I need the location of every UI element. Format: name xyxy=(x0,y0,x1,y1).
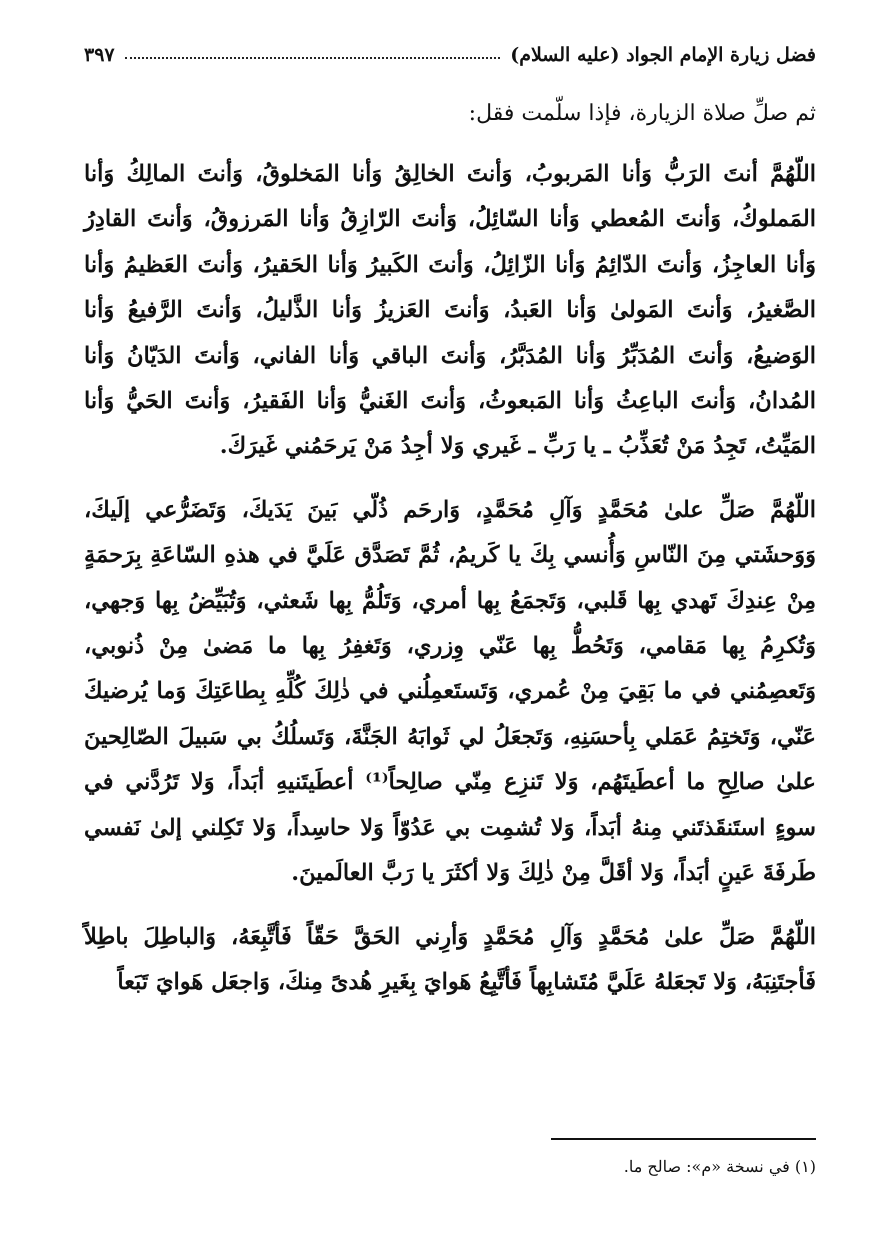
header-title: فضل زيارة الإمام الجواد (عليه السلام) xyxy=(510,44,816,66)
footnote: (١) في نسخة «م»: صالح ما. xyxy=(623,1157,816,1176)
page-number: ٣٩٧ xyxy=(84,44,115,66)
prayer-paragraph-3: اللّهُمَّ صَلِّ علىٰ مُحَمَّدٍ وَآلِ مُحَمَّدٍ وَأرِني الحَقَّ حَقّاً فَأتَّبِعَهُ، وَالباطِلَ باطِلاً فَأجتَنِبَهُ، وَلا تَجعَلهُ عَلَيَّ مُتَشابِهاً فَأتَّبِعُ هَوايَ بِغَيرِ هُدىً مِنكَ، وَاجعَل هَوايَ تَبَعاً xyxy=(84,923,816,995)
book-page xyxy=(84,30,816,1230)
footnote-separator xyxy=(551,1138,816,1140)
prayer-paragraph-1: اللّهُمَّ أنتَ الرَبُّ وَأنا المَربوبُ، وَأنتَ الخالِقُ وَأنا المَخلوقُ، وَأنتَ المالِكُ وَأنا المَملوكُ، وَأنتَ المُعطي وَأنا السّائِلُ، وَأنتَ الرّازِقُ وَأنا المَرزوقُ، وَأنتَ القادِرُ وَأنا العاجِزُ، وَأنتَ الدّائِمُ وَأنا الزّائِلُ، وَأنتَ الكَبيرُ وَأنا الحَقيرُ، وَأنتَ العَظيمُ وَأنا الصَّغيرُ، وَأنتَ المَولىٰ وَأنا العَبدُ، وَأنتَ العَزيزُ وَأنا الذَّليلُ، وَأنتَ الرَّفيعُ وَأنا الوَضيعُ، وَأنتَ المُدَبِّرُ وَأنا المُدَبَّرُ، وَأنتَ الباقي وَأنا الفاني، وَأنتَ الدَيّانُ وَأنا المُدانُ، وَأنتَ الباعِثُ وَأنا المَبعوثُ، وَأنتَ الغَنيُّ وَأنا الفَقيرُ، وَأنتَ الحَيُّ وَأنا المَيِّتُ، تَجِدُ مَنْ تُعَذِّبُ ـ يا رَبِّ ـ غَيري وَلا أجِدُ مَنْ يَرحَمُني غَيرَكَ. xyxy=(84,161,816,460)
intro-instruction: ثم صلِّ صلاة الزيارة، فإذا سلّمت فقل: xyxy=(468,101,816,126)
prayer-paragraph-2: اللّهُمَّ صَلِّ علىٰ مُحَمَّدٍ وَآلِ مُحَمَّدٍ، وَارحَم ذُلّي بَينَ يَدَيكَ، وَتَضَرُّعي إلَيكَ، وَوَحشَتي مِنَ النّاسِ وَأُنسي بِكَ يا كَريمُ، ثُمَّ تَصَدَّق عَلَيَّ في هذهِ السّاعَةِ بِرَحمَةٍ مِنْ عِندِكَ تَهدي بِها قَلبي، وَتَجمَعُ بِها أمري، وَتَلُمُّ بِها شَعثي، وَتُبَيِّضُ بِها وَجهي، وَتُكرِمُ بِها مَقامي، وَتَحُطُّ بِها عَنّي وِزري، وَتَغفِرُ بِها ما مَضىٰ مِنْ ذُنوبي، وَتَعصِمُني في ما بَقِيَ مِنْ عُمري، وَتَستَعمِلُني في ذٰلِكَ كُلِّهِ بِطاعَتِكَ وَما يُرضيكَ عَنّي، وَتَختِمُ عَمَلي بِأحسَنِهِ، وَتَجعَلُ لي ثَوابَهُ الجَنَّةَ، وَتَسلُكُ بي سَبيلَ الصّالِحينَ علىٰ صالِحِ ما أعطَيتَهُم، وَلا تَنزِع مِنّي صالِحاً⁽¹⁾ أعطَيتَنيهِ أبَداً، وَلا تَرُدَّني في سوءٍ استَنقَذتَني مِنهُ أبَداً، وَلا تُشمِت بي عَدُوّاً وَلا حاسِداً، وَلا تَكِلني إلىٰ نَفسي طَرفَةَ عَينٍ أبَداً، وَلا أقَلَّ مِنْ ذٰلِكَ وَلا أكثَرَ يا رَبَّ العالَمينَ. xyxy=(84,496,817,887)
running-header xyxy=(84,30,816,66)
header-dot-leader xyxy=(125,56,501,59)
